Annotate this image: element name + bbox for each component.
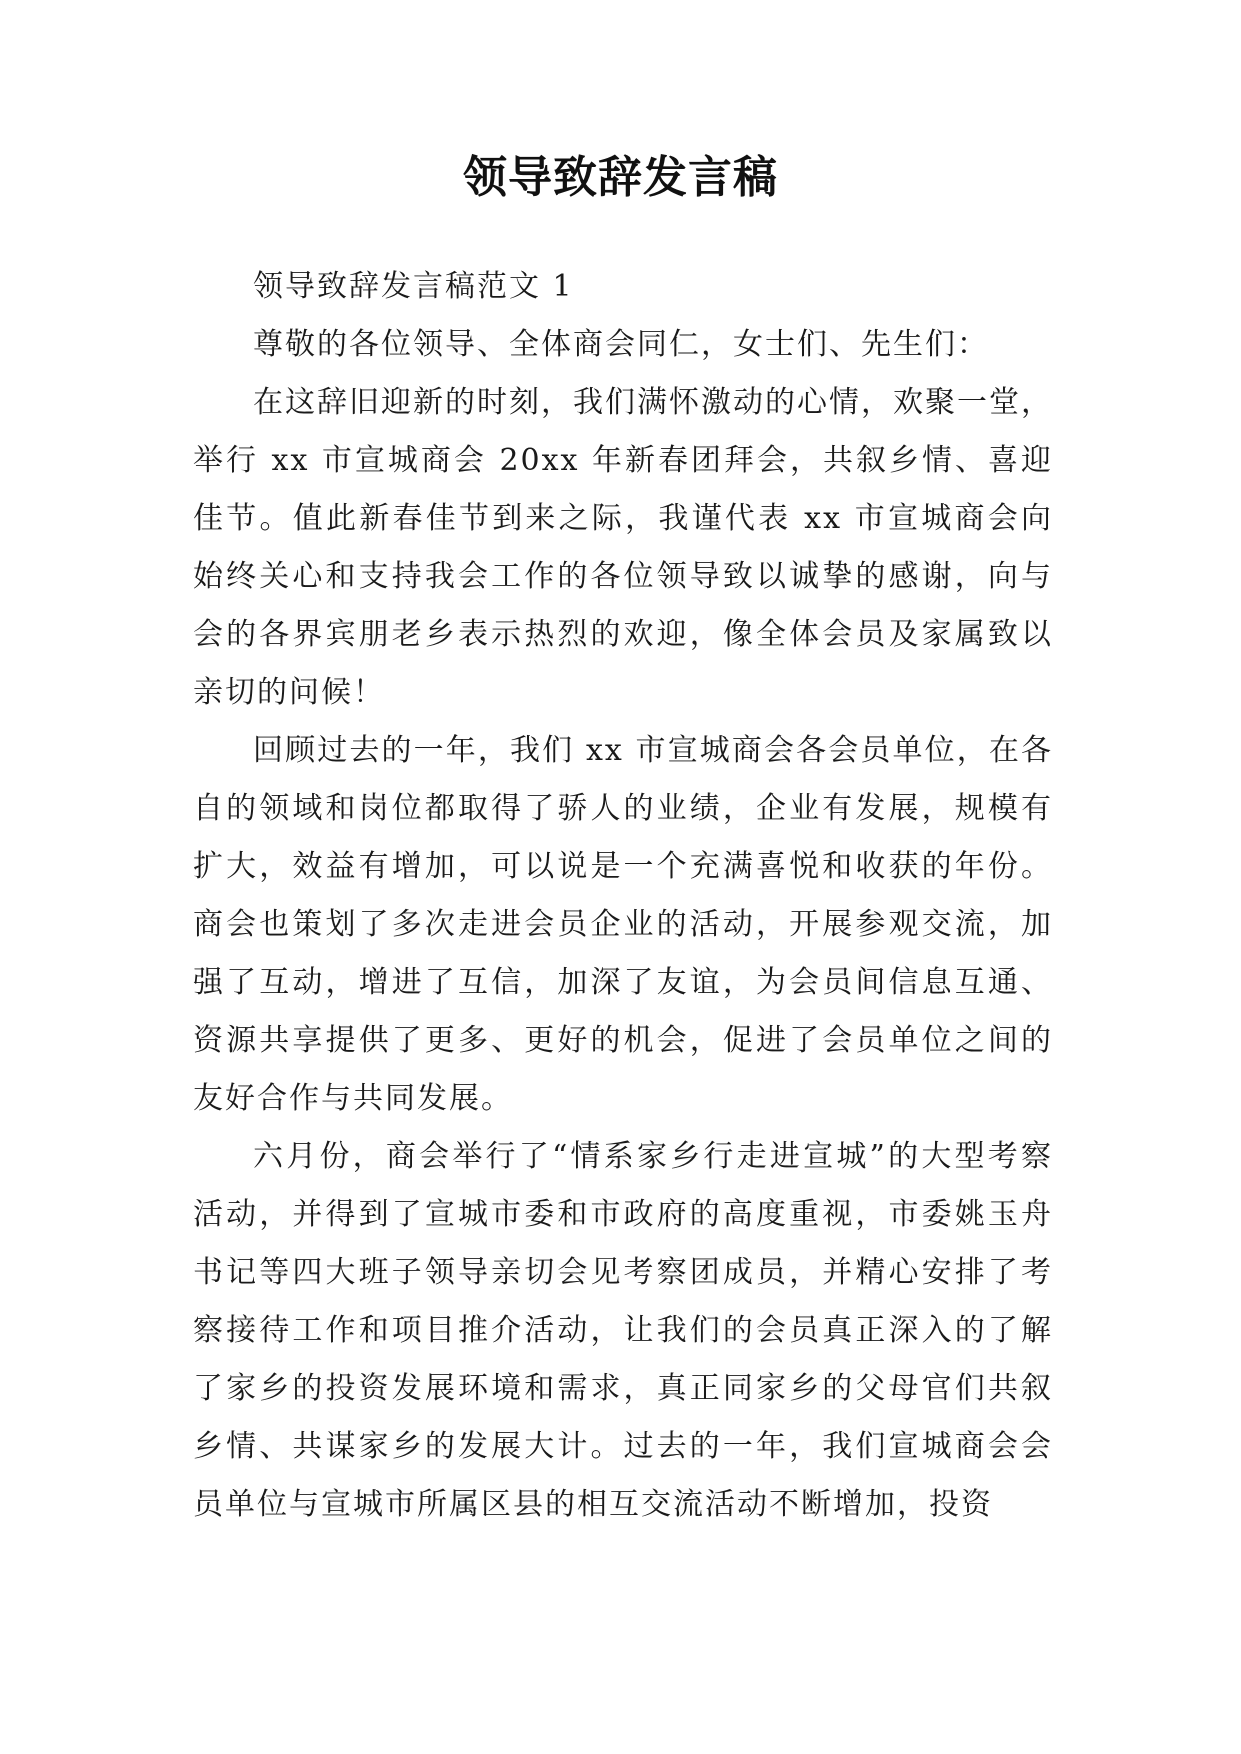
- paragraph: 六月份，商会举行了“情系家乡行走进宣城”的大型考察活动，并得到了宣城市委和市政府的高度重视，市委姚玉舟书记等四大班子领导亲切会见考察团成员，并精心安排了考察接待工作和项目推介活动，让我们的会员真正深入的了解了家乡的投资发展环境和需求，真正同家乡的父母官们共叙乡情、共谋家乡的发展大计。过去的一年，我们宣城商会会员单位与宣城市所属区县的相互交流活动不断增加，投资: [193, 1139, 1053, 1522]
- paragraph-salutation: 尊敬的各位领导、全体商会同仁，女士们、先生们：: [253, 327, 989, 362]
- paragraph-heading: 领导致辞发言稿范文 1: [253, 269, 574, 304]
- paragraph: 回顾过去的一年，我们 xx 市宣城商会各会员单位，在各自的领域和岗位都取得了骄人的业绩，企业有发展，规模有扩大，效益有增加，可以说是一个充满喜悦和收获的年份。商会也策划了多次走进会员企业的活动，开展参观交流，加强了互动，增进了互信，加深了友谊，为会员间信息互通、资源共享提供了更多、更好的机会，促进了会员单位之间的友好合作与共同发展。: [193, 733, 1053, 1116]
- document-title: 领导致辞发言稿: [463, 152, 778, 203]
- document-body: [193, 258, 1053, 1534]
- paragraph: 在这辞旧迎新的时刻，我们满怀激动的心情，欢聚一堂，举行 xx 市宣城商会 20xx 年新春团拜会，共叙乡情、喜迎佳节。值此新春佳节到来之际，我谨代表 xx 市宣城商会向始终关心和支持我会工作的各位领导致以诚挚的感谢，向与会的各界宾朋老乡表示热烈的欢迎，像全体会员及家属致以亲切的问候！: [193, 385, 1053, 710]
